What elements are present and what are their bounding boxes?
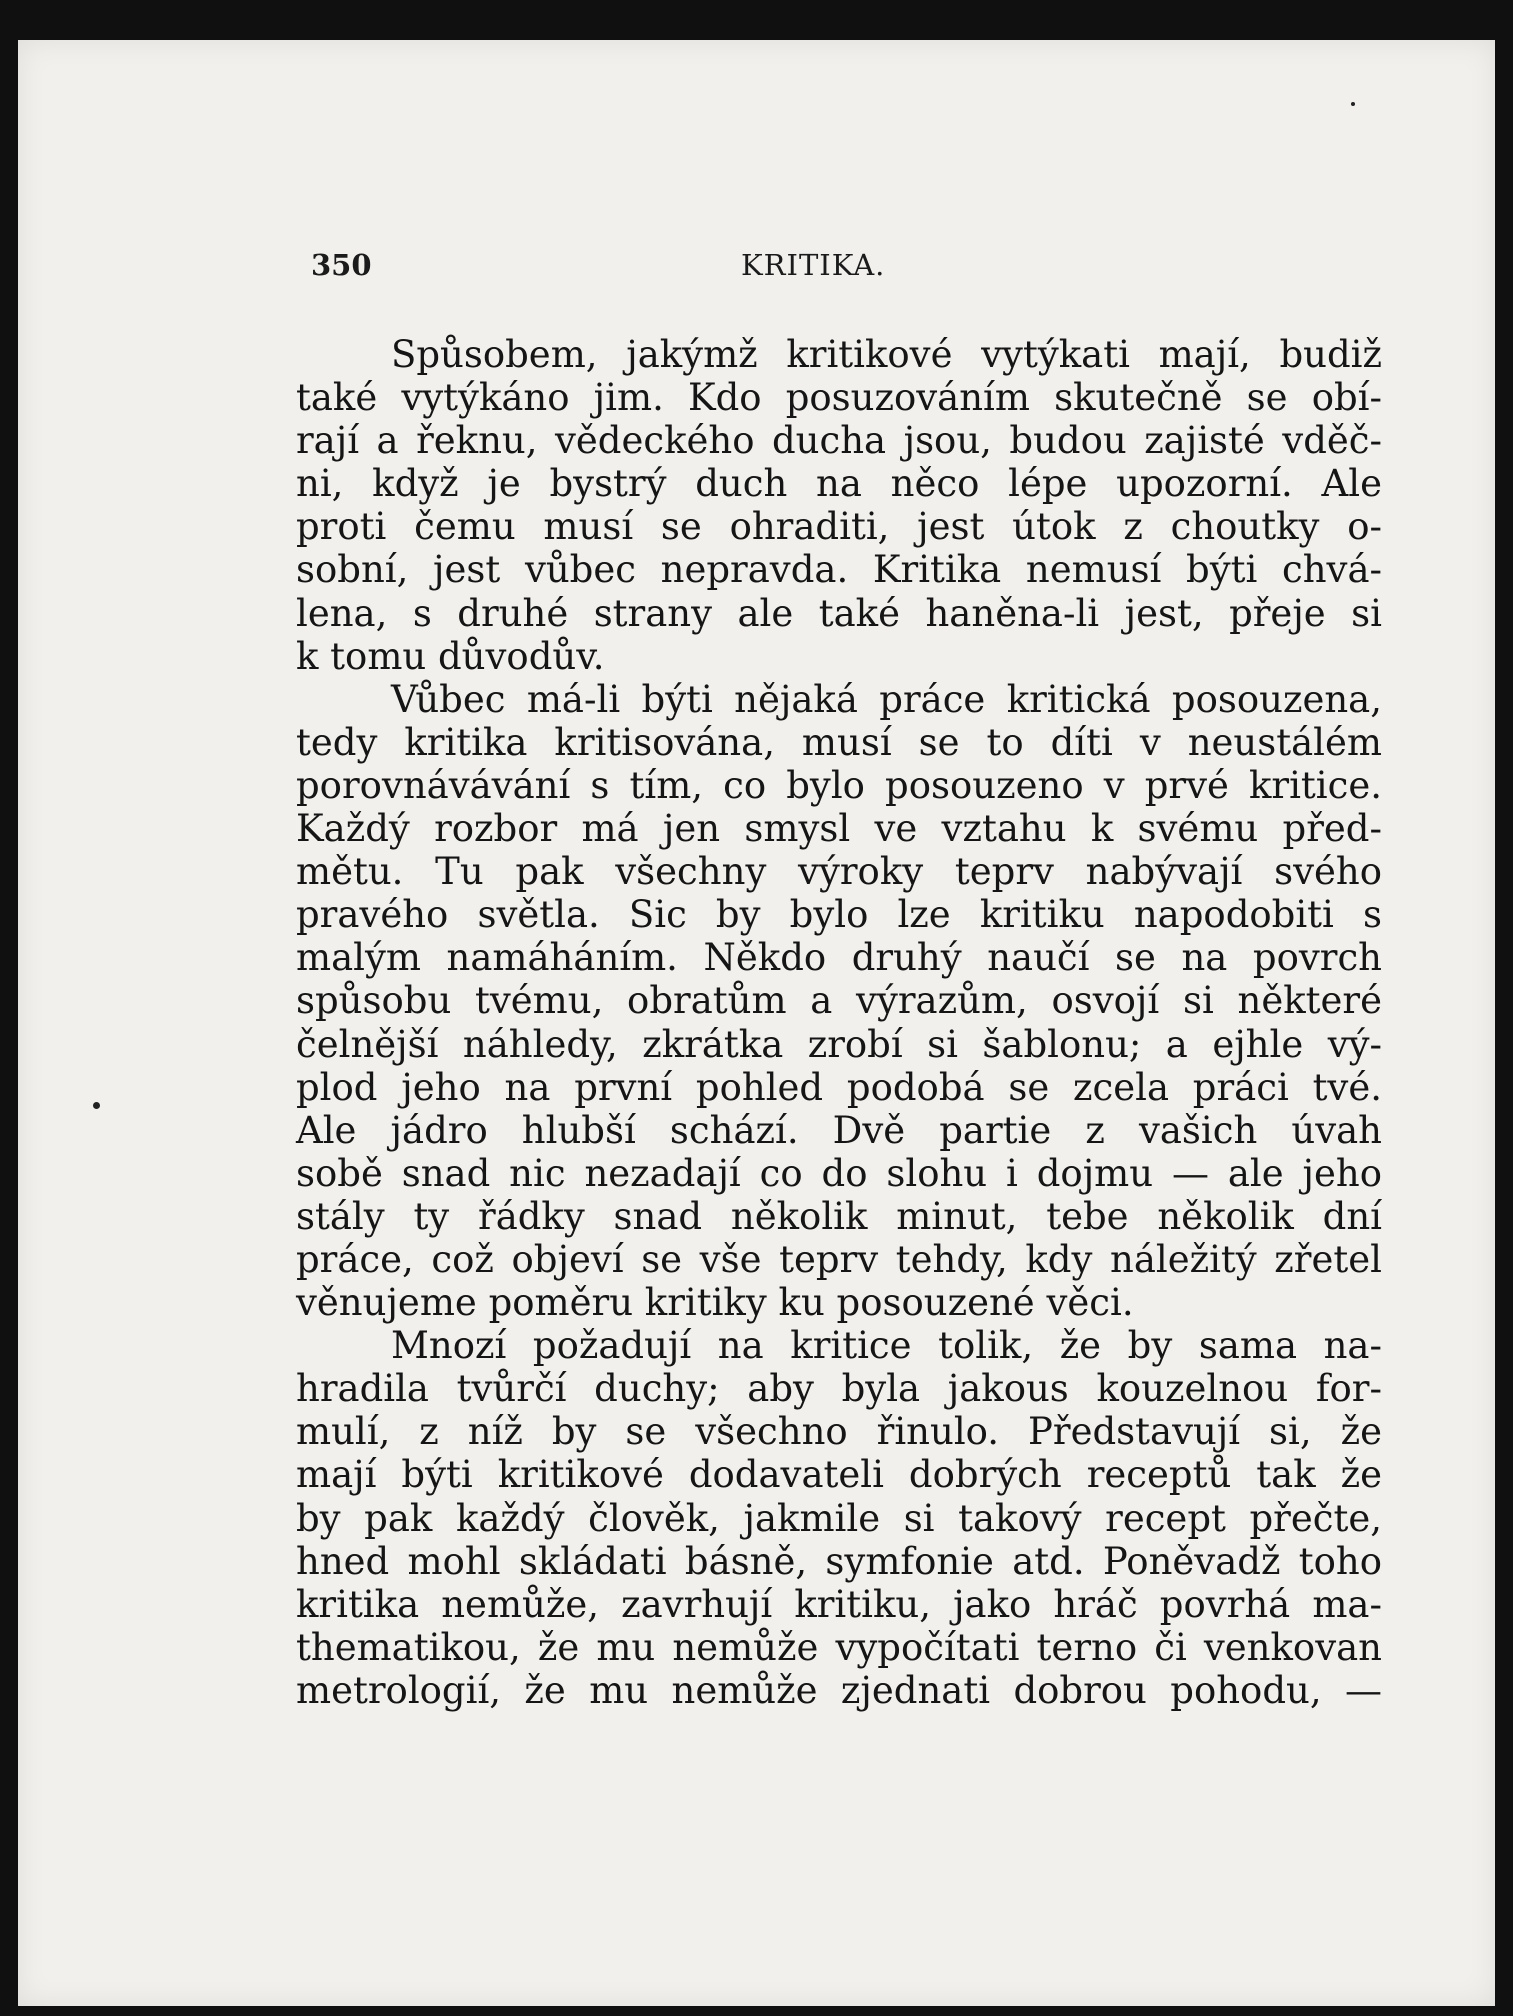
text-line: tedy kritika kritisována, musí se to díti v neustálém — [296, 720, 1382, 764]
text-line: rají a řeknu, vědeckého ducha jsou, budou zajisté vděč- — [296, 419, 1382, 463]
text-line: Každý rozbor má jen smysl ve vztahu k svému před- — [296, 807, 1382, 851]
text-line: malým namáháním. Někdo druhý naučí se na povrch — [296, 936, 1382, 980]
page-edge-shadow — [1495, 40, 1513, 2006]
text-line: Mnozí požadují na kritice tolik, že by sama na- — [391, 1324, 1382, 1368]
body-text — [296, 333, 1382, 1712]
text-line: plod jeho na první pohled podobá se zcela práci tvé. — [296, 1065, 1382, 1109]
text-line: Vůbec má-li býti nějaká práce kritická posouzena, — [391, 677, 1382, 721]
text-line: mětu. Tu pak všechny výroky teprv nabývají svého — [296, 850, 1382, 894]
text-line: také vytýkáno jim. Kdo posuzováním skutečně se obí- — [296, 376, 1382, 420]
text-line: stály ty řádky snad několik minut, tebe několik dní — [296, 1194, 1382, 1238]
text-line: by pak každý člověk, jakmile si takový recept přečte, — [296, 1496, 1382, 1540]
text-line: čelnější náhledy, zkrátka zrobí si šablonu; a ejhle vý- — [296, 1022, 1382, 1066]
text-line: thematikou, že mu nemůže vypočítati terno či venkovan — [296, 1625, 1382, 1669]
text-line: práce, což objeví se vše teprv tehdy, kdy náležitý zřetel — [296, 1237, 1382, 1281]
text-line: sobní, jest vůbec nepravda. Kritika nemusí býti chvá- — [296, 548, 1382, 592]
text-line: k tomu důvodův. — [296, 634, 605, 678]
text-line: hned mohl skládati básně, symfonie atd. Poněvadž toho — [296, 1539, 1382, 1583]
text-line: sobě snad nic nezadají co do slohu i dojmu — ale jeho — [296, 1151, 1382, 1195]
text-line: mají býti kritikové dodavateli dobrých receptů tak že — [296, 1453, 1382, 1497]
text-line: mulí, z níž by se všechno řinulo. Představují si, že — [296, 1410, 1382, 1454]
text-line: lena, s druhé strany ale také haněna-li jest, přeje si — [296, 591, 1382, 635]
text-line: kritika nemůže, zavrhují kritiku, jako hráč povrhá ma- — [296, 1582, 1382, 1626]
ink-speck — [93, 1102, 100, 1109]
ink-speck — [1351, 102, 1355, 106]
text-line: ni, když je bystrý duch na něco lépe upozorní. Ale — [296, 462, 1382, 506]
page-header — [311, 248, 1361, 288]
text-line: Ale jádro hlubší schází. Dvě partie z vašich úvah — [296, 1108, 1382, 1152]
page-number: 350 — [311, 248, 372, 282]
text-line: spůsobu tvému, obratům a výrazům, osvojí si některé — [296, 979, 1382, 1023]
text-line: hradila tvůrčí duchy; aby byla jakous kouzelnou for- — [296, 1367, 1382, 1411]
text-line: porovnávávání s tím, co bylo posouzeno v prvé kritice. — [296, 763, 1382, 807]
text-line: věnujeme poměru kritiky ku posouzené věci. — [296, 1281, 1134, 1325]
text-line: proti čemu musí se ohraditi, jest útok z choutky o- — [296, 505, 1382, 549]
text-line: Spůsobem, jakýmž kritikové vytýkati mají, budiž — [391, 333, 1382, 376]
running-title: KRITIKA. — [741, 248, 886, 282]
book-page — [18, 40, 1496, 2006]
text-line: pravého světla. Sic by bylo lze kritiku napodobiti s — [296, 893, 1382, 937]
text-line: metrologií, že mu nemůže zjednati dobrou pohodu, — — [296, 1668, 1382, 1712]
